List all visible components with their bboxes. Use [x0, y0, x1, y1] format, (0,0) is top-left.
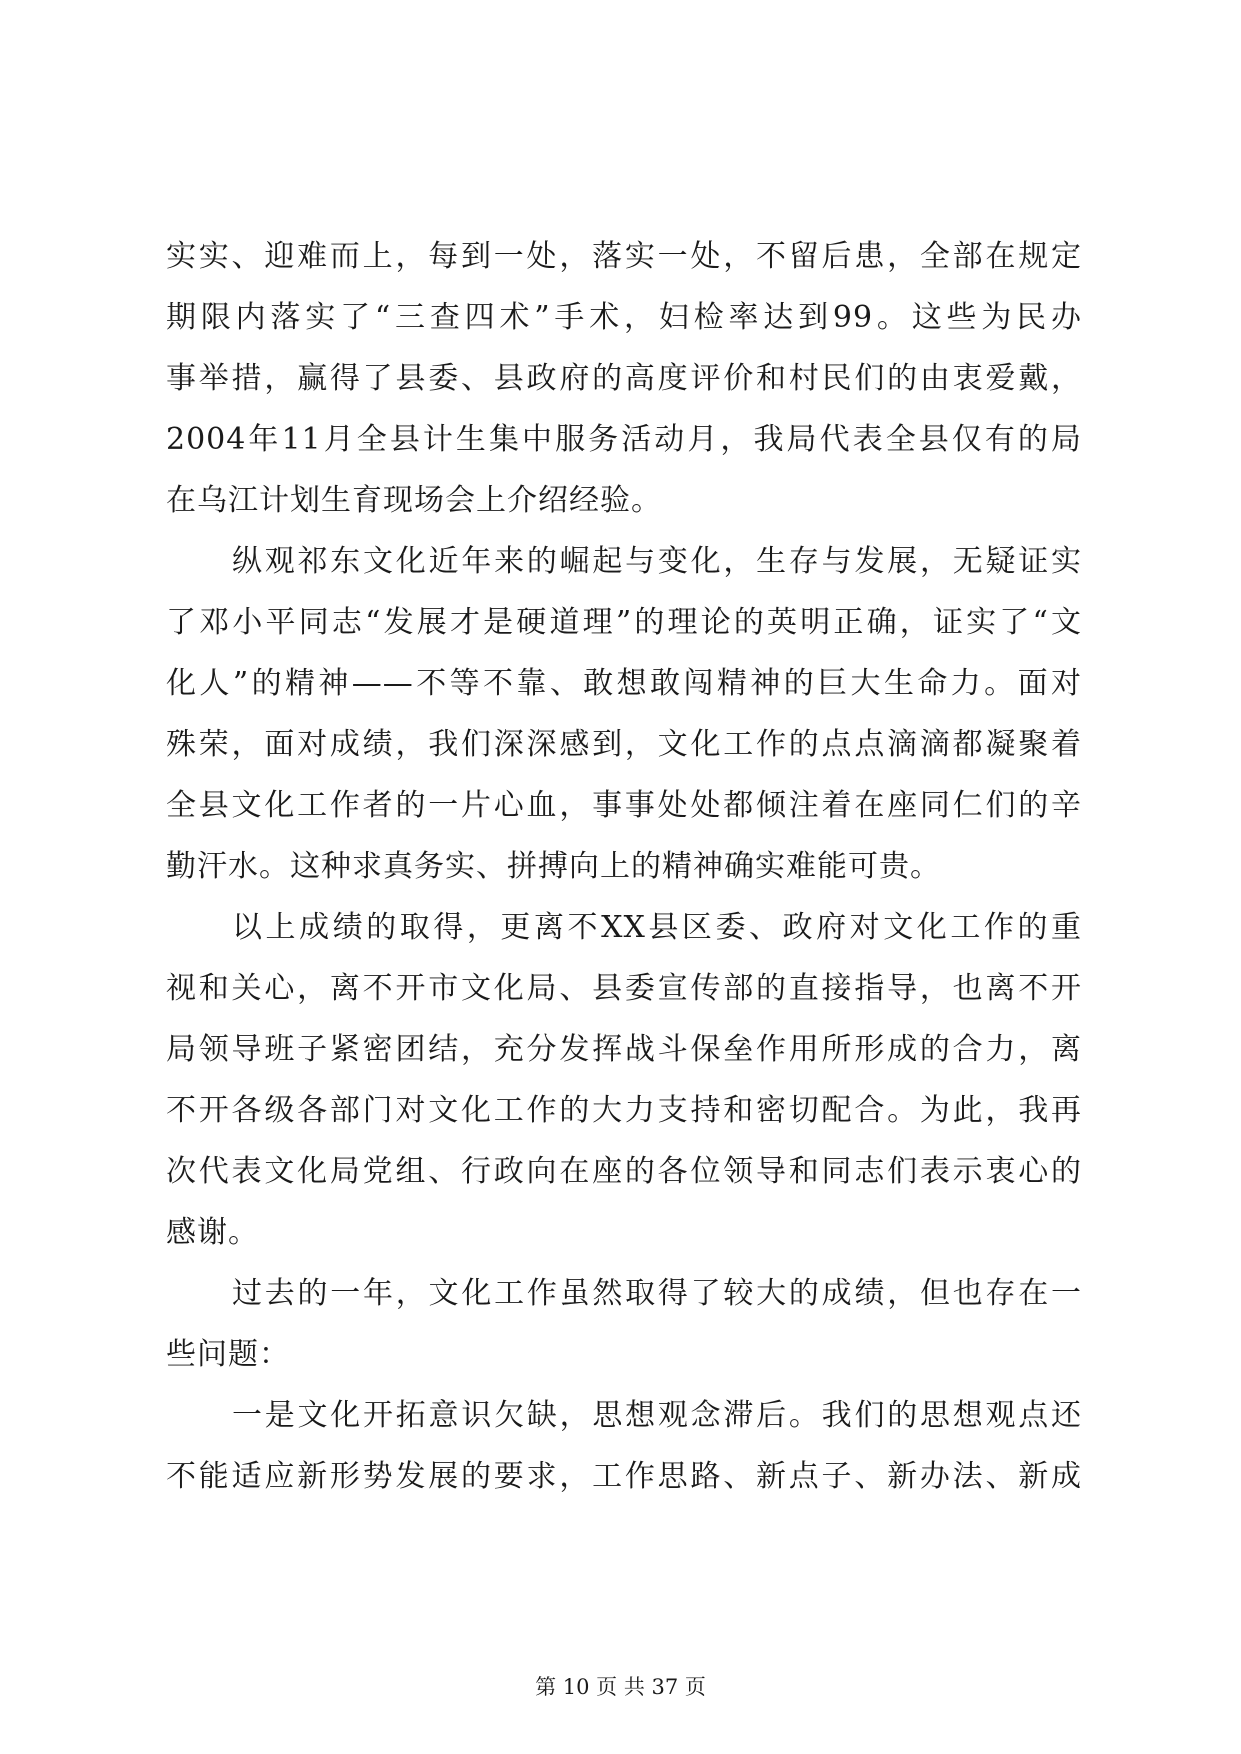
text-line: 不能适应新形势发展的要求，工作思路、新点子、新办法、新成: [166, 1459, 1082, 1494]
text-line: 在乌江计划生育现场会上介绍经验。: [166, 483, 662, 518]
text-line: 过去的一年，文化工作虽然取得了较大的成绩，但也存在一: [232, 1276, 1082, 1311]
text-line: 以上成绩的取得，更离不XX县区委、政府对文化工作的重: [232, 910, 1082, 945]
text-line: 些问题：: [166, 1337, 290, 1372]
text-line: 次代表文化局党组、行政向在座的各位领导和同志们表示衷心的: [166, 1154, 1082, 1189]
text-line: 不开各级各部门对文化工作的大力支持和密切配合。为此，我再: [166, 1093, 1082, 1128]
text-line: 化人”的精神——不等不靠、敢想敢闯精神的巨大生命力。面对: [166, 666, 1082, 701]
text-line: 实实、迎难而上，每到一处，落实一处，不留后患，全部在规定: [166, 239, 1082, 274]
body-text: [166, 226, 1082, 1507]
text-line: 纵观祁东文化近年来的崛起与变化，生存与发展，无疑证实: [232, 544, 1082, 579]
text-line: 视和关心，离不开市文化局、县委宣传部的直接指导，也离不开: [166, 971, 1082, 1006]
text-line: 全县文化工作者的一片心血，事事处处都倾注着在座同仁们的辛: [166, 788, 1082, 823]
text-line: 了邓小平同志“发展才是硬道理”的理论的英明正确，证实了“文: [166, 605, 1082, 640]
text-line: 感谢。: [166, 1215, 259, 1250]
page-number-footer: 第 10 页 共 37 页: [535, 1675, 706, 1699]
text-line: 期限内落实了“三查四术”手术，妇检率达到99。这些为民办: [166, 300, 1082, 335]
text-line: 殊荣，面对成绩，我们深深感到，文化工作的点点滴滴都凝聚着: [166, 727, 1082, 762]
text-line: 2004年11月全县计生集中服务活动月，我局代表全县仅有的局: [166, 422, 1082, 457]
text-line: 勤汗水。这种求真务实、拼搏向上的精神确实难能可贵。: [166, 849, 941, 884]
text-line: 一是文化开拓意识欠缺，思想观念滞后。我们的思想观点还: [232, 1398, 1082, 1433]
text-line: 局领导班子紧密团结，充分发挥战斗保垒作用所形成的合力，离: [166, 1032, 1082, 1067]
text-line: 事举措，赢得了县委、县政府的高度评价和村民们的由衷爱戴，: [166, 361, 1082, 396]
